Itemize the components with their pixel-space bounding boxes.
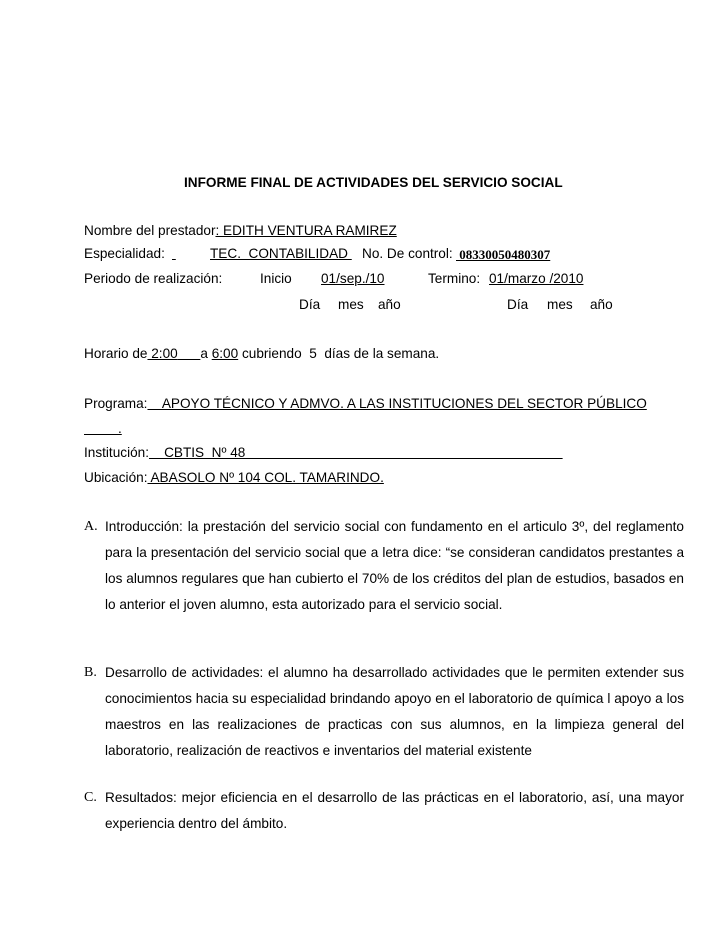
institucion-value: CBTIS Nº 48 bbox=[148, 445, 563, 460]
inicio-value: 01/sep./10 bbox=[321, 271, 385, 286]
termino-mes-header: mes bbox=[547, 297, 573, 312]
termino-dia-header: Día bbox=[507, 297, 529, 312]
horario-prefix: Horario de bbox=[84, 346, 148, 361]
horario-start-pad bbox=[178, 346, 201, 361]
programa-row bbox=[84, 395, 647, 413]
prestador-label: Nombre del prestador bbox=[84, 223, 216, 238]
ubicacion-row bbox=[84, 469, 384, 487]
especialidad-label: Especialidad: bbox=[84, 246, 165, 261]
section-b-text: Desarrollo de actividades: el alumno ha desarrollado actividades que le permiten extender sus conocimientos hacia su especialidad brindando apoyo en el laboratorio de química l apoyo a los maestros en las realizaciones de practicas con sus alumnos, en la limpieza general del laboratorio, realización de reactivos e inventarios del material existente bbox=[105, 665, 684, 758]
control-value: 08330050480307 bbox=[456, 247, 551, 262]
especialidad-value: TEC. CONTABILIDAD bbox=[210, 246, 352, 261]
programa-label: Programa: bbox=[84, 396, 148, 411]
programa-value: APOYO TÉCNICO Y ADMVO. A LAS INSTITUCIONES DEL SECTOR PÚBLICO bbox=[147, 396, 647, 411]
section-c-text: Resultados: mejor eficiencia en el desarrollo de las prácticas en el laboratorio, así, una mayor experiencia dentro del ámbito. bbox=[105, 790, 684, 831]
inicio-dia-header: Día bbox=[299, 297, 321, 312]
horario-row bbox=[84, 345, 439, 363]
horario-end: 6:00 bbox=[211, 346, 239, 361]
section-a-text: Introducción: la prestación del servicio social con fundamento en el articulo 3º, del reglamento para la presentación del servicio social que a letra dice: “se consideran candidatos prestantes a los alumnos regulares que han cubierto el 70% de los créditos del plan de estudios, basados en lo anterior el joven alumno, esta autorizado para el servicio social. bbox=[105, 519, 684, 612]
ubicacion-label: Ubicación: bbox=[84, 470, 148, 485]
section-c-marker: C. bbox=[84, 790, 97, 805]
prestador-row bbox=[84, 222, 397, 240]
institucion-label: Institución: bbox=[84, 445, 149, 460]
inicio-anio-header: año bbox=[378, 297, 401, 312]
section-b-marker: B. bbox=[84, 665, 97, 680]
prestador-value: : EDITH VENTURA RAMIREZ bbox=[215, 223, 397, 238]
institucion-row bbox=[84, 444, 563, 462]
termino-anio-header: año bbox=[590, 297, 613, 312]
inicio-label: Inicio bbox=[260, 271, 292, 286]
programa-tail: . bbox=[84, 421, 122, 436]
horario-start: 2:00 bbox=[147, 346, 178, 361]
especialidad-blank bbox=[172, 245, 210, 263]
control-label: No. De control: bbox=[362, 246, 453, 261]
periodo-label: Periodo de realización: bbox=[84, 271, 223, 286]
termino-value: 01/marzo /2010 bbox=[489, 271, 584, 286]
horario-mid: a bbox=[200, 346, 212, 361]
termino-label: Termino: bbox=[428, 271, 481, 286]
document-title: INFORME FINAL DE ACTIVIDADES DEL SERVICIO SOCIAL bbox=[184, 175, 563, 190]
section-a-marker: A. bbox=[84, 519, 98, 534]
ubicacion-value: ABASOLO Nº 104 COL. TAMARINDO. bbox=[147, 470, 384, 485]
inicio-mes-header: mes bbox=[338, 297, 364, 312]
horario-suffix: cubriendo 5 días de la semana. bbox=[238, 346, 440, 361]
